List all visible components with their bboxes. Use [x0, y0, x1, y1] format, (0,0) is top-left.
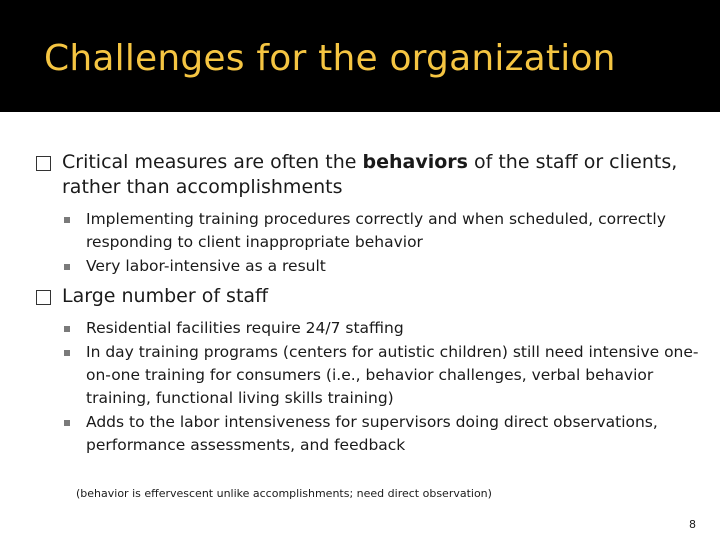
sub-bullet-text: Very labor-intensive as a result: [86, 257, 326, 275]
sub-bullet-list: [62, 317, 706, 457]
sub-bullet-text: In day training programs (centers for autistic children) still need intensive one-on-one training for consumers (i.e., behavior challenges, verbal behavior training, functional living skills training): [86, 343, 699, 407]
sub-bullet: [62, 255, 706, 278]
page-number: 8: [689, 518, 696, 531]
sub-bullet: [62, 341, 706, 410]
bullet-box-icon: [36, 290, 51, 305]
sub-bullet-text: Adds to the labor intensiveness for supervisors doing direct observations, performance assessments, and feedback: [86, 413, 658, 454]
footnote: (behavior is effervescent unlike accomplishments; need direct observation): [76, 487, 492, 500]
square-bullet-icon: [64, 264, 70, 270]
square-bullet-icon: [64, 420, 70, 426]
square-bullet-icon: [64, 350, 70, 356]
bullet-text-pre: Critical measures are often the: [62, 151, 363, 173]
square-bullet-icon: [64, 326, 70, 332]
slide-content: [36, 150, 706, 463]
sub-bullet-text: Residential facilities require 24/7 staffing: [86, 319, 404, 337]
sub-bullet: [62, 411, 706, 457]
square-bullet-icon: [64, 217, 70, 223]
sub-bullet-text: Implementing training procedures correctly and when scheduled, correctly responding to client inappropriate behavior: [86, 210, 666, 251]
title-bar: [0, 0, 720, 112]
bullet-critical-measures: [36, 150, 706, 200]
bullet-text-bold: behaviors: [362, 151, 468, 173]
slide-title: Challenges for the organization: [44, 38, 616, 79]
bullet-box-icon: [36, 156, 51, 171]
bullet-text-pre: Large number of staff: [62, 285, 269, 307]
sub-bullet: [62, 317, 706, 340]
bullet-large-staff: [36, 284, 706, 309]
sub-bullet-list: [62, 208, 706, 278]
sub-bullet: [62, 208, 706, 254]
bullet-text-post: of the staff or clients, rather than accomplishments: [62, 151, 678, 198]
